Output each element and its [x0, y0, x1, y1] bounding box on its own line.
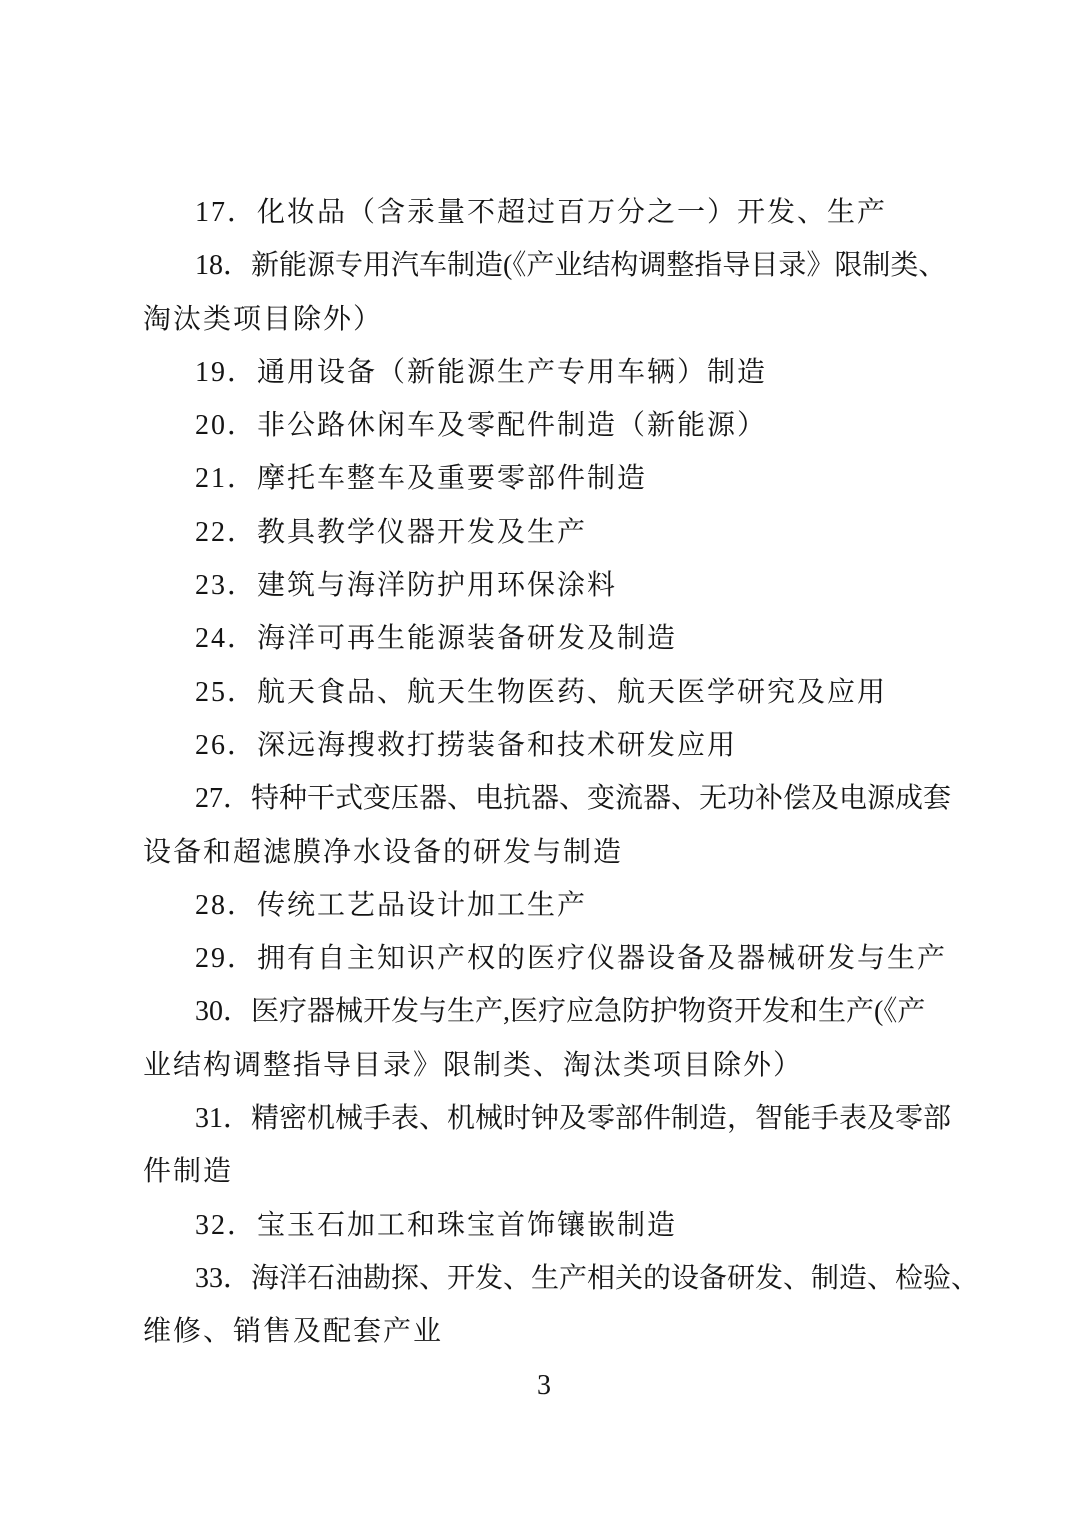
list-item	[143, 719, 945, 772]
list-item-line: 25．航天食品、航天生物医药、航天医学研究及应用	[195, 676, 888, 708]
list-item-line: 27．特种干式变压器、电抗器、变流器、无功补偿及电源成套	[195, 783, 952, 815]
list-item-line: 18．新能源专用汽车制造(《产业结构调整指导目录》限制类、	[195, 250, 947, 282]
list-item	[143, 346, 945, 399]
list-item	[143, 879, 945, 932]
list-item	[143, 666, 945, 719]
list-item	[143, 1092, 952, 1199]
list-item-line: 32．宝玉石加工和珠宝首饰镶嵌制造	[195, 1209, 678, 1241]
list-item-line: 件制造	[143, 1156, 234, 1188]
list-item-line: 26．深远海搜救打捞装备和技术研发应用	[195, 729, 738, 761]
list-item-line: 24．海洋可再生能源装备研发及制造	[195, 623, 678, 655]
list-item	[143, 1199, 945, 1252]
list-item-line: 22．教具教学仪器开发及生产	[195, 516, 588, 548]
list-item-line: 淘汰类项目除外）	[143, 303, 384, 335]
list-item	[143, 772, 952, 879]
numbered-item-list	[143, 186, 980, 1359]
list-item	[143, 985, 945, 1092]
list-item-line: 19．通用设备（新能源生产专用车辆）制造	[195, 356, 768, 388]
list-item-line: 29．拥有自主知识产权的医疗仪器设备及器械研发与生产	[195, 943, 948, 975]
list-item	[143, 559, 945, 612]
list-item	[143, 932, 948, 985]
list-item-line: 维修、销售及配套产业	[143, 1316, 444, 1348]
document-content	[143, 186, 980, 1412]
list-item	[143, 1252, 980, 1359]
list-item-line: 设备和超滤膜净水设备的研发与制造	[143, 836, 624, 868]
list-item	[143, 399, 945, 452]
list-item-line: 23．建筑与海洋防护用环保涂料	[195, 570, 618, 602]
list-item	[143, 239, 945, 346]
list-item-line: 30．医疗器械开发与生产,医疗应急防护物资开发和生产(《产	[195, 996, 926, 1028]
list-item	[143, 452, 945, 505]
page-number: 3	[537, 1369, 551, 1401]
list-item-line: 21．摩托车整车及重要零部件制造	[195, 463, 648, 495]
list-item	[143, 506, 945, 559]
list-item-line: 28．传统工艺品设计加工生产	[195, 889, 588, 921]
list-item-line: 20．非公路休闲车及零配件制造（新能源）	[195, 410, 768, 442]
list-item-line: 业结构调整指导目录》限制类、淘汰类项目除外）	[143, 1049, 804, 1081]
list-item-line: 17．化妆品（含汞量不超过百万分之一）开发、生产	[195, 197, 888, 228]
list-item-line: 31．精密机械手表、机械时钟及零部件制造，智能手表及零部	[195, 1103, 952, 1135]
list-item-line: 33．海洋石油勘探、开发、生产相关的设备研发、制造、检验、	[195, 1262, 980, 1294]
list-item	[143, 612, 945, 665]
list-item	[143, 186, 945, 239]
